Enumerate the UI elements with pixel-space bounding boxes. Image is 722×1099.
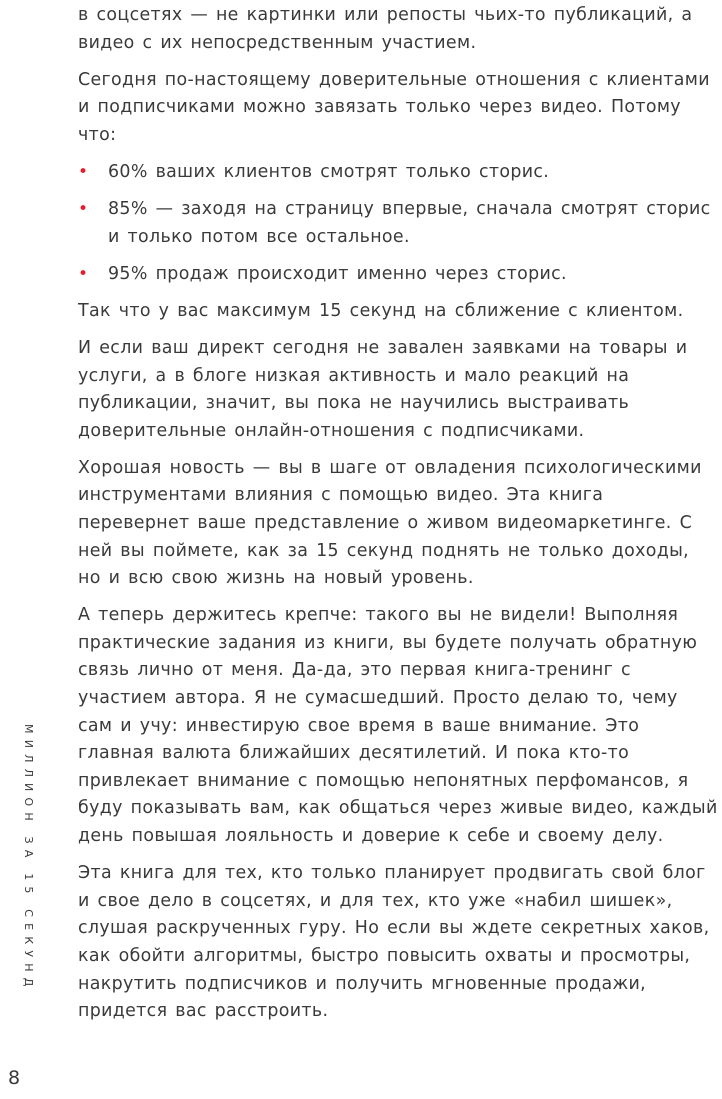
paragraph-2: Сегодня по-настоящему доверительные отношения с клиентами и подписчиками можно завязать только через видео. Потому что: bbox=[78, 69, 710, 145]
bullet-icon: • bbox=[78, 263, 89, 284]
list-item-text: 85% — заходя на страницу впервые, сначала смотрят сторис и только потом все остальное. bbox=[108, 199, 711, 247]
paragraph-6: А теперь держитесь крепче: такого вы не видели! Выполняя практические задания из книги, вы будете получать обратную связь лично от меня. Да-да, это первая книга-тренинг с участием автора. Я не сумасшедший. Просто делаю то, чему сам и учу: инвестирую свое время в ваше внимание. Это главная валюта ближайших десятилетий. И пока кто-то привлекает внимание с помощью непонятных перфомансов, я буду показывать вам, как общаться через живые видео, каждый день повышая лояльность и доверие к себе и своему делу. bbox=[78, 605, 718, 847]
list-item bbox=[78, 261, 718, 289]
stats-list bbox=[78, 159, 718, 288]
list-item-text: 60% ваших клиентов смотрят только сторис. bbox=[108, 161, 550, 182]
page-number: 8 bbox=[8, 1067, 21, 1089]
bullet-icon: • bbox=[78, 161, 89, 182]
paragraph-4: И если ваш директ сегодня не завален заявками на товары и услуги, а в блоге низкая активность и мало реакций на публикации, значит, вы пока не научились выстраивать доверительные онлайн-отношения с подписчиками. bbox=[78, 337, 688, 441]
paragraph-7: Эта книга для тех, кто только планирует продвигать свой блог и свое дело в соцсетях, и для тех, кто уже «набил шишек», слушая раскрученных гуру. Но если вы ждете секретных хаков, как обойти алгоритмы, быстро повысить охваты и просмотры, накрутить подписчиков и получить мгновенные продажи, придется вас расстроить. bbox=[78, 863, 710, 1022]
paragraph-5: Хорошая новость — вы в шаге от овладения психологическими инструментами влияния с помощью видео. Эта книга перевернет ваше представление о живом видеомаркетинге. С ней вы поймете, как за 15 секунд поднять не только доходы, но и всю свою жизнь на новый уровень. bbox=[78, 457, 702, 589]
paragraph-1: в соцсетях — не картинки или репосты чьих-то публикаций, а видео с их непосредственным участием. bbox=[78, 5, 693, 53]
running-title: МИЛЛИОН ЗА 15 СЕКУНД bbox=[22, 724, 35, 993]
paragraph-3: Так что у вас максимум 15 секунд на сближение с клиентом. bbox=[78, 300, 684, 321]
list-item bbox=[78, 196, 718, 251]
list-item bbox=[78, 159, 718, 187]
page-body bbox=[78, 2, 718, 1035]
list-item-text: 95% продаж происходит именно через сторис. bbox=[108, 263, 567, 284]
bullet-icon: • bbox=[78, 199, 89, 220]
